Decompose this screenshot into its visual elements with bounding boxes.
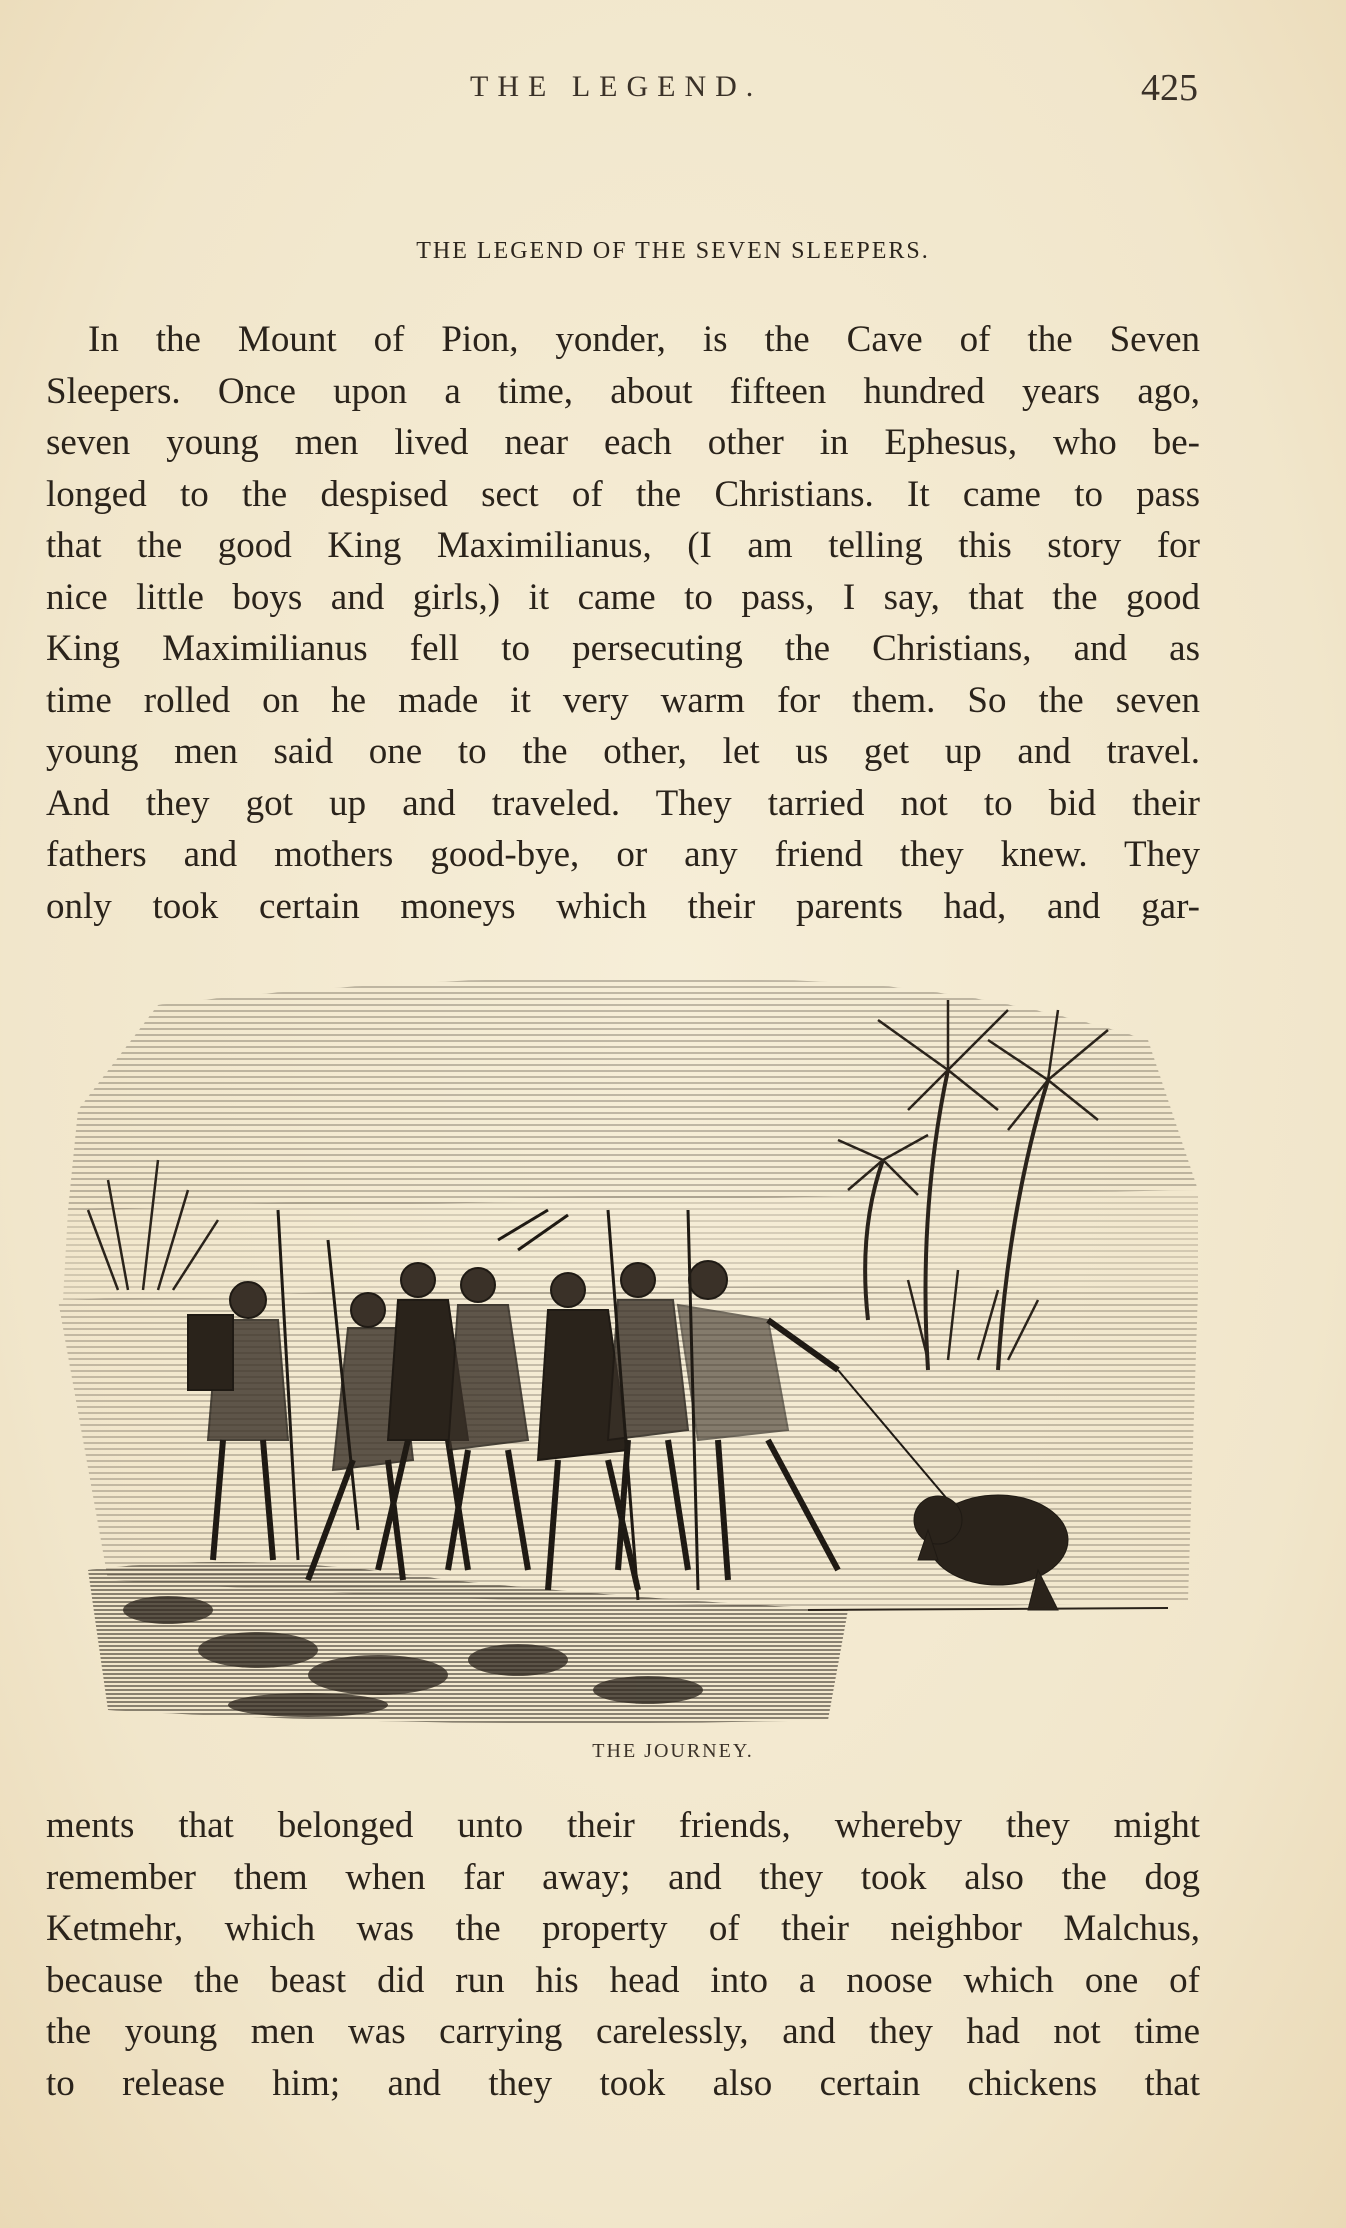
text-line: young men said one to the other, let us get up and travel.: [46, 731, 1200, 772]
text-line: time rolled on he made it very warm for them. So the seven: [46, 679, 1200, 721]
text-line: In the Mount of Pion, yonder, is the Cave of the Seven: [88, 319, 1200, 360]
ground-line: [808, 1608, 1168, 1610]
text-line: nice little boys and girls,) it came to pass, I say, that the good: [46, 576, 1200, 618]
text-line: longed to the despised sect of the Christians. It came to pass: [46, 473, 1200, 515]
section-title: THE LEGEND OF THE SEVEN SLEEPERS.: [416, 238, 930, 264]
paragraph-2: [46, 1800, 1200, 2109]
journey-engraving: [48, 960, 1208, 1730]
paragraph-1: [46, 314, 1200, 932]
text-line: ments that belonged unto their friends, whereby they might: [46, 1805, 1200, 1846]
text-line: remember them when far away; and they took also the dog: [46, 1856, 1200, 1898]
text-line: only took certain moneys which their parents had, and gar-: [46, 885, 1200, 927]
text-line: the young men was carrying carelessly, and they had not time: [46, 2011, 1200, 2052]
text-line: fathers and mothers good-bye, or any friend they knew. They: [46, 834, 1200, 875]
text-line: And they got up and traveled. They tarried not to bid their: [46, 782, 1200, 824]
page-number: 425: [1141, 67, 1198, 109]
text-line: Sleepers. Once upon a time, about fifteen hundred years ago,: [46, 370, 1200, 412]
text-line: because the beast did run his head into a noose which one of: [46, 1959, 1200, 2001]
text-line: seven young men lived near each other in Ephesus, who be-: [46, 422, 1200, 463]
sky-hatching: [68, 978, 1198, 1210]
text-line: King Maximilianus fell to persecuting the Christians, and as: [46, 628, 1200, 669]
running-head: [0, 67, 1346, 110]
running-title: THE LEGEND.: [470, 70, 763, 103]
text-line: that the good King Maximilianus, (I am telling this story for: [46, 525, 1200, 566]
illustration-caption: THE JOURNEY.: [592, 1740, 754, 1762]
text-line: to release him; and they took also certain chickens that: [46, 2062, 1200, 2104]
text-line: Ketmehr, which was the property of their neighbor Malchus,: [46, 1908, 1200, 1949]
